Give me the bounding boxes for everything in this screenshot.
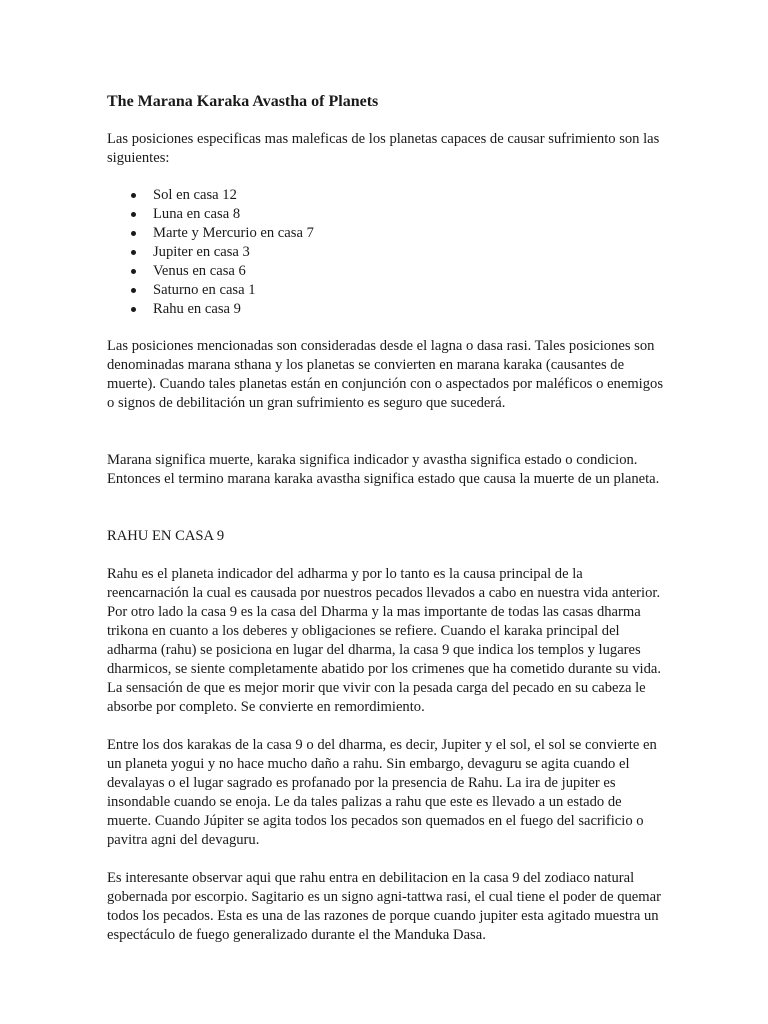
positions-list <box>107 186 667 319</box>
paragraph-debilitation: Es interesante observar aqui que rahu entra en debilitacion en la casa 9 del zodiaco natural gobernada por escorpio. Sagitario es un signo agni-tattwa rasi, el cual tiene el poder de quemar todos los pecados. Esta es una de las razones de porque cuando jupiter esta agitado muestra un espectáculo de fuego generalizado durante el the Manduka Dasa. <box>107 870 661 943</box>
spacer <box>107 850 667 869</box>
paragraph-definition: Marana significa muerte, karaka significa indicador y avastha significa estado o condicion. Entonces el termino marana karaka avastha significa estado que causa la muerte de un planeta. <box>107 452 660 487</box>
spacer <box>107 546 667 565</box>
list-item: Saturno en casa 1 <box>129 281 667 300</box>
spacer <box>107 489 667 527</box>
paragraph-positions-explained: Las posiciones mencionadas son consideradas desde el lagna o dasa rasi. Tales posiciones son denominadas marana sthana y los planetas se convierten en marana karaka (causantes de muerte). Cuando tales planetas están en conjunción con o aspectados por maléficos o enemigos o signos de debilitación un gran sufrimiento es seguro que sucederá. <box>107 338 664 411</box>
list-item: Venus en casa 6 <box>129 262 667 281</box>
list-item: Rahu en casa 9 <box>129 300 667 319</box>
spacer <box>107 413 667 451</box>
list-item: Sol en casa 12 <box>129 186 667 205</box>
list-item: Marte y Mercurio en casa 7 <box>129 224 667 243</box>
list-item: Jupiter en casa 3 <box>129 243 667 262</box>
document-title: The Marana Karaka Avastha of Planets <box>107 93 379 110</box>
list-item: Luna en casa 8 <box>129 205 667 224</box>
document-page <box>107 92 667 945</box>
intro-paragraph: Las posiciones especificas mas maleficas de los planetas capaces de causar sufrimiento son las siguientes: <box>107 131 660 166</box>
section-heading: RAHU EN CASA 9 <box>107 528 225 544</box>
spacer <box>107 717 667 736</box>
paragraph-karakas: Entre los dos karakas de la casa 9 o del dharma, es decir, Jupiter y el sol, el sol se convierte en un planeta yogui y no hace mucho daño a rahu. Sin embargo, devaguru se agita cuando el devalayas o el lugar sagrado es profanado por la presencia de Rahu. La ira de jupiter es insondable cuando se enoja. Le da tales palizas a rahu que este es llevado a un estado de muerte. Cuando Júpiter se agita todos los pecados son quemados en el fuego del sacrificio o pavitra agni del devaguru. <box>107 737 657 848</box>
paragraph-rahu: Rahu es el planeta indicador del adharma y por lo tanto es la causa principal de la reencarnación la cual es causada por nuestros pecados llevados a cabo en nuestra vida anterior. Por otro lado la casa 9 es la casa del Dharma y la mas importante de todas las casas dharma trikona en cuanto a los deberes y obligaciones se refiere. Cuando el karaka principal del adharma (rahu) se posiciona en lugar del dharma, la casa 9 que indica los templos y lugares dharmicos, se siente completamente abatido por los crimenes que ha cometido durante su vida. La sensación de que es mejor morir que vivir con la pesada carga del pecado en su cabeza le absorbe por completo. Se convierte en remordimiento. <box>107 566 661 715</box>
